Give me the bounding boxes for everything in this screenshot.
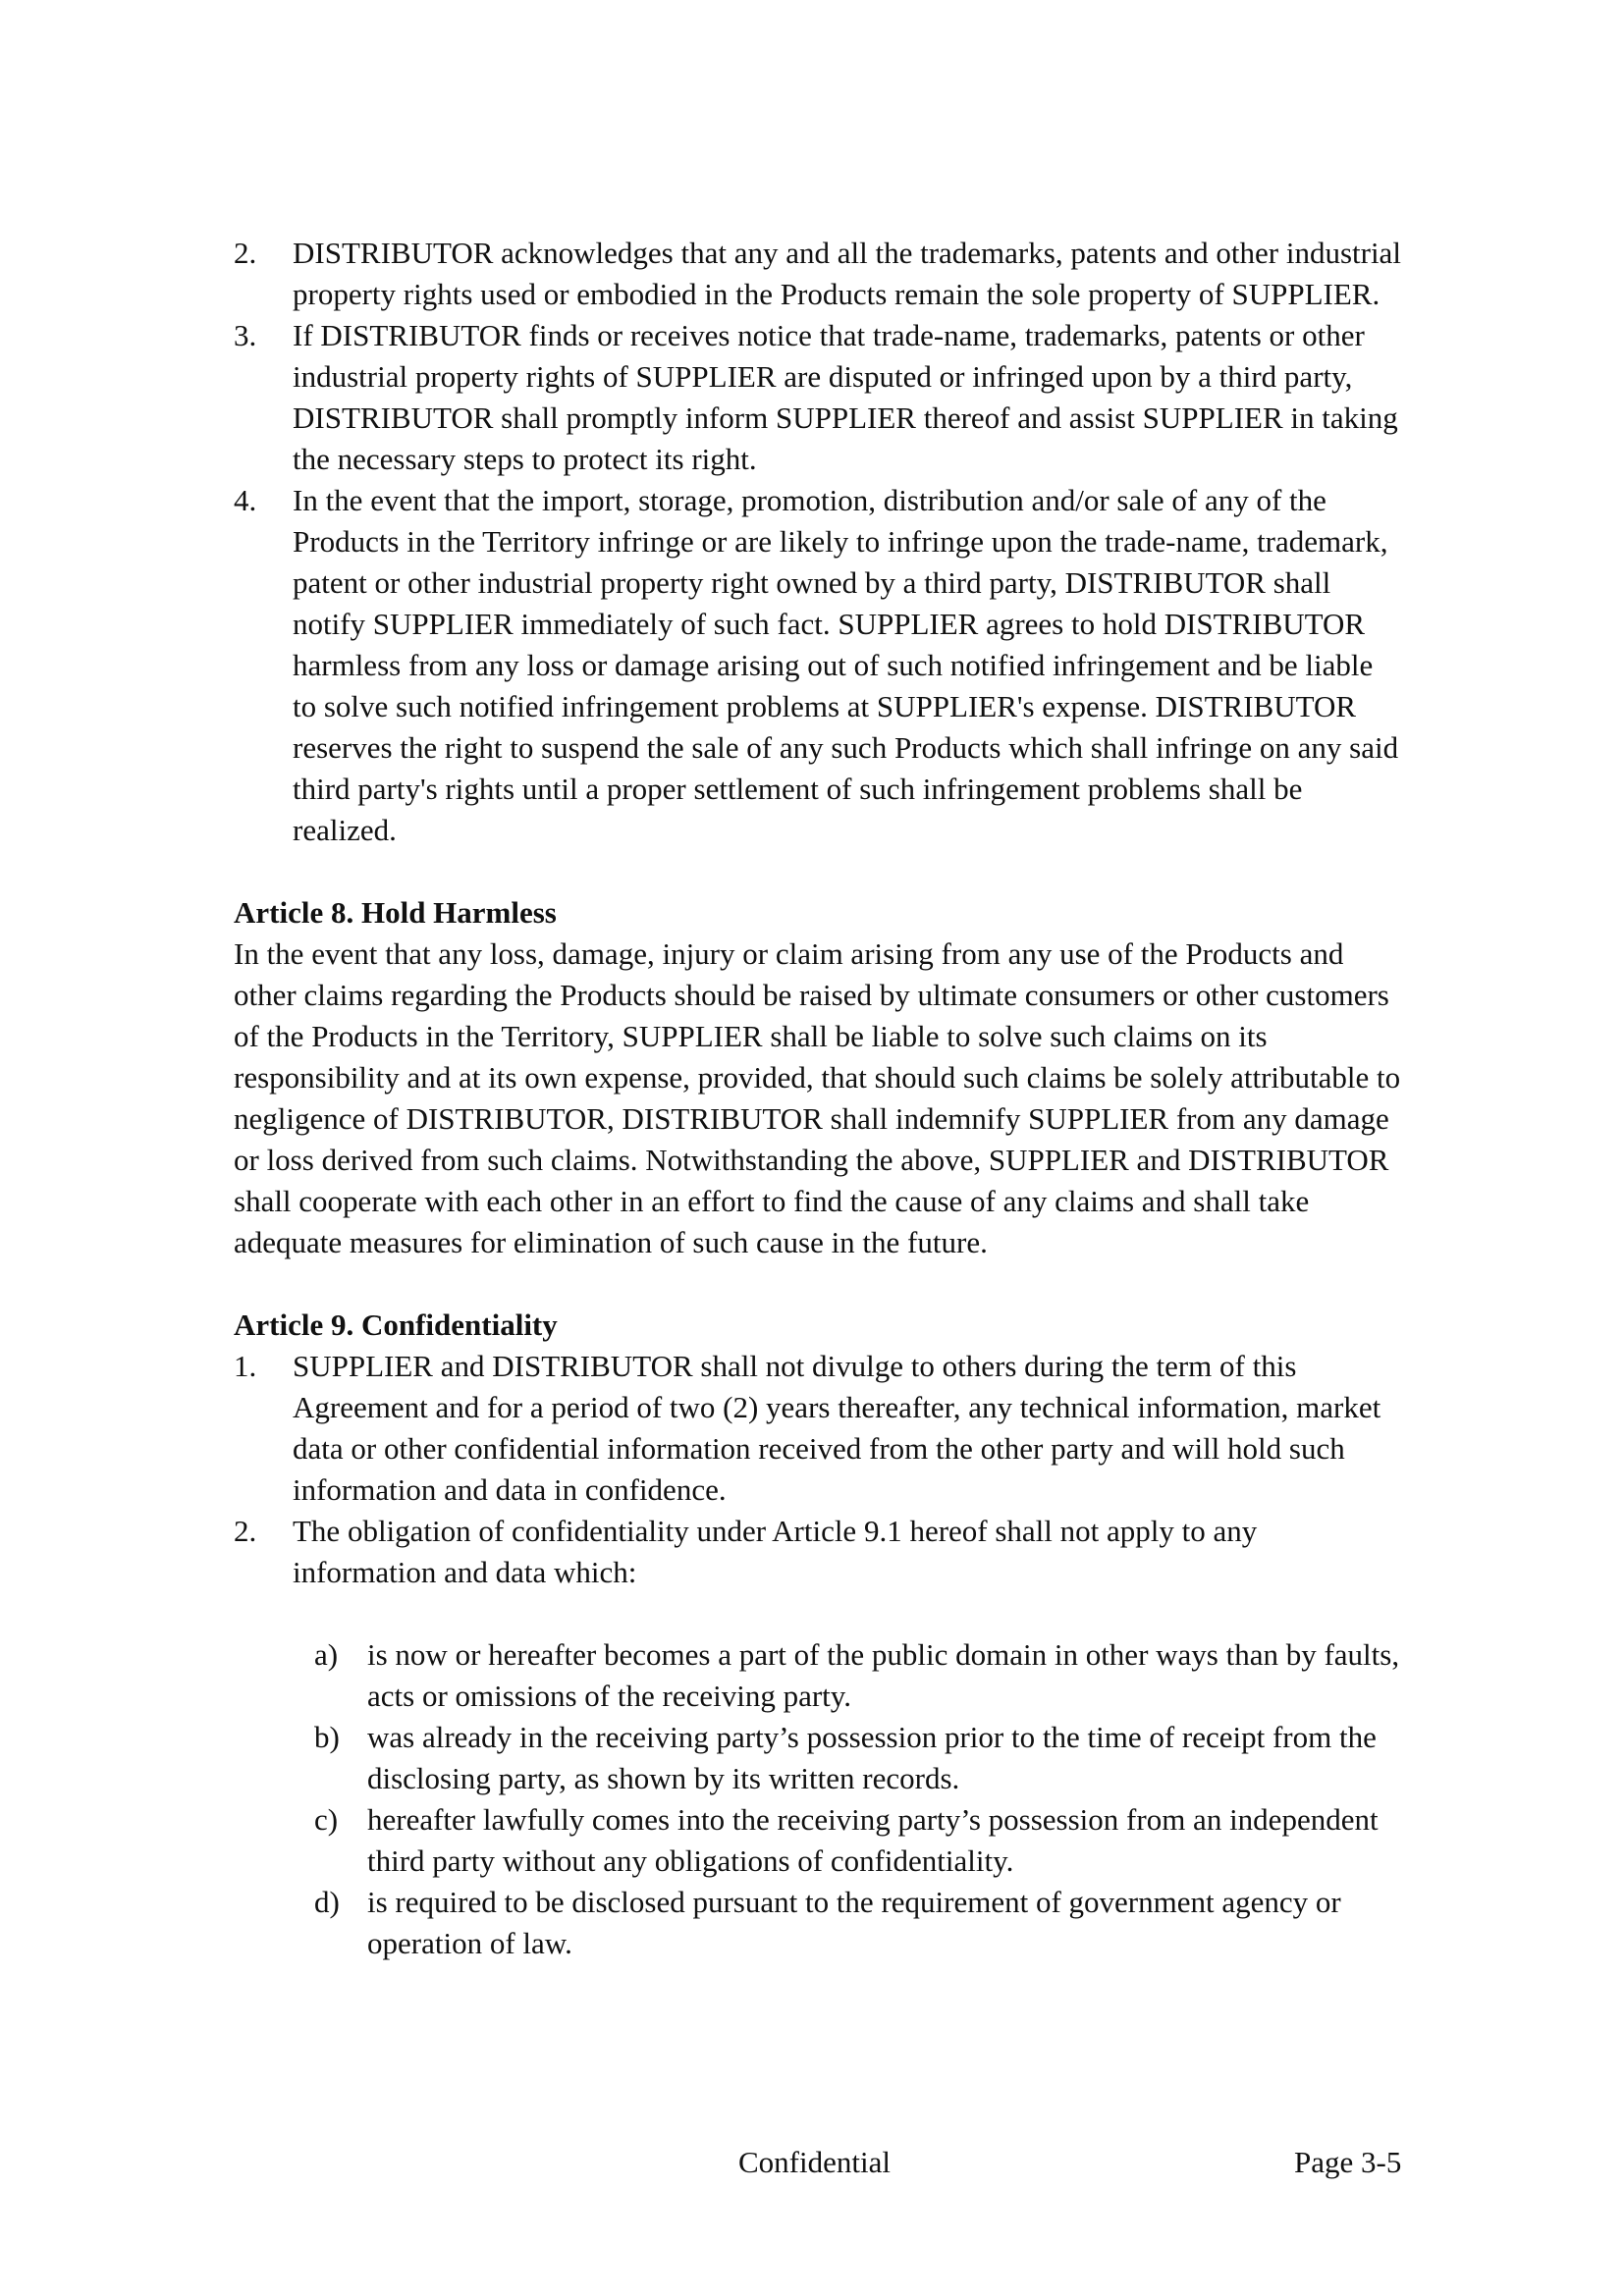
spacer bbox=[234, 1263, 1402, 1305]
item-number: 2. bbox=[234, 1514, 257, 1548]
sub-list-item bbox=[234, 1799, 1402, 1882]
article-9-heading: Article 9. Confidentiality bbox=[234, 1308, 558, 1342]
list-item bbox=[234, 480, 1402, 851]
list-item bbox=[234, 315, 1402, 480]
article-8-heading: Article 8. Hold Harmless bbox=[234, 895, 557, 930]
sub-item-letter: c) bbox=[314, 1802, 339, 1837]
sub-list-item bbox=[234, 1882, 1402, 1964]
item-number: 1. bbox=[234, 1349, 257, 1383]
sub-item-text: is required to be disclosed pursuant to the requirement of government agency or operation of law. bbox=[367, 1885, 1341, 1960]
sub-item-letter: a) bbox=[314, 1637, 339, 1672]
item-number: 3. bbox=[234, 318, 257, 352]
spacer bbox=[234, 851, 1402, 892]
sub-item-text: was already in the receiving party’s possession prior to the time of receipt from the disclosing party, as shown by its written records. bbox=[367, 1720, 1377, 1795]
sub-item-text: is now or hereafter becomes a part of the public domain in other ways than by faults, acts or omissions of the receiving party. bbox=[367, 1637, 1400, 1713]
item-text: The obligation of confidentiality under Article 9.1 hereof shall not apply to any information and data which: bbox=[293, 1514, 1258, 1589]
page-content bbox=[234, 233, 1402, 1964]
footer-confidential-label: Confidential bbox=[738, 2145, 891, 2179]
item-number: 4. bbox=[234, 483, 257, 517]
item-text: DISTRIBUTOR acknowledges that any and all the trademarks, patents and other industrial property rights used or embodied in the Products remain the sole property of SUPPLIER. bbox=[293, 236, 1401, 311]
list-item bbox=[234, 1346, 1402, 1511]
item-text: If DISTRIBUTOR finds or receives notice that trade-name, trademarks, patents or other industrial property rights of SUPPLIER are disputed or infringed upon by a third party, DISTRIBUTOR shall promptly inform SUPPLIER thereof and assist SUPPLIER in taking the necessary steps to protect its right. bbox=[293, 318, 1398, 476]
sub-list-item bbox=[234, 1634, 1402, 1717]
list-item bbox=[234, 1511, 1402, 1593]
item-text: In the event that the import, storage, promotion, distribution and/or sale of any of the Products in the Territory infringe or are likely to infringe upon the trade-name, trademark, patent or other industrial property right owned by a third party, DISTRIBUTOR shall notify SUPPLIER immediately of such fact. SUPPLIER agrees to hold DISTRIBUTOR harmless from any loss or damage arising out of such notified infringement and be liable to solve such notified infringement problems at SUPPLIER's expense. DISTRIBUTOR reserves the right to suspend the sale of any such Products which shall infringe on any said third party's rights until a proper settlement of such infringement problems shall be realized. bbox=[293, 483, 1399, 847]
sub-item-text: hereafter lawfully comes into the receiving party’s possession from an independent third party without any obligations of confidentiality. bbox=[367, 1802, 1379, 1878]
spacer bbox=[234, 1593, 1402, 1634]
sub-list-item bbox=[234, 1717, 1402, 1799]
article-8-paragraph: In the event that any loss, damage, injury or claim arising from any use of the Products and other claims regarding the Products should be raised by ultimate consumers or other customers of the Products in the Territory, SUPPLIER shall be liable to solve such claims on its responsibility and at its own expense, provided, that should such claims be solely attributable to negligence of DISTRIBUTOR, DISTRIBUTOR shall indemnify SUPPLIER from any damage or loss derived from such claims. Notwithstanding the above, SUPPLIER and DISTRIBUTOR shall cooperate with each other in an effort to find the cause of any claims and shall take adequate measures for elimination of such cause in the future. bbox=[234, 936, 1401, 1259]
item-number: 2. bbox=[234, 236, 257, 270]
sub-item-letter: d) bbox=[314, 1885, 340, 1919]
sub-item-letter: b) bbox=[314, 1720, 340, 1754]
footer-page-number: Page 3-5 bbox=[1294, 2145, 1402, 2179]
list-item bbox=[234, 233, 1402, 315]
item-text: SUPPLIER and DISTRIBUTOR shall not divulge to others during the term of this Agreement and for a period of two (2) years thereafter, any technical information, market data or other confidential information received from the other party and will hold such information and data in confidence. bbox=[293, 1349, 1381, 1507]
